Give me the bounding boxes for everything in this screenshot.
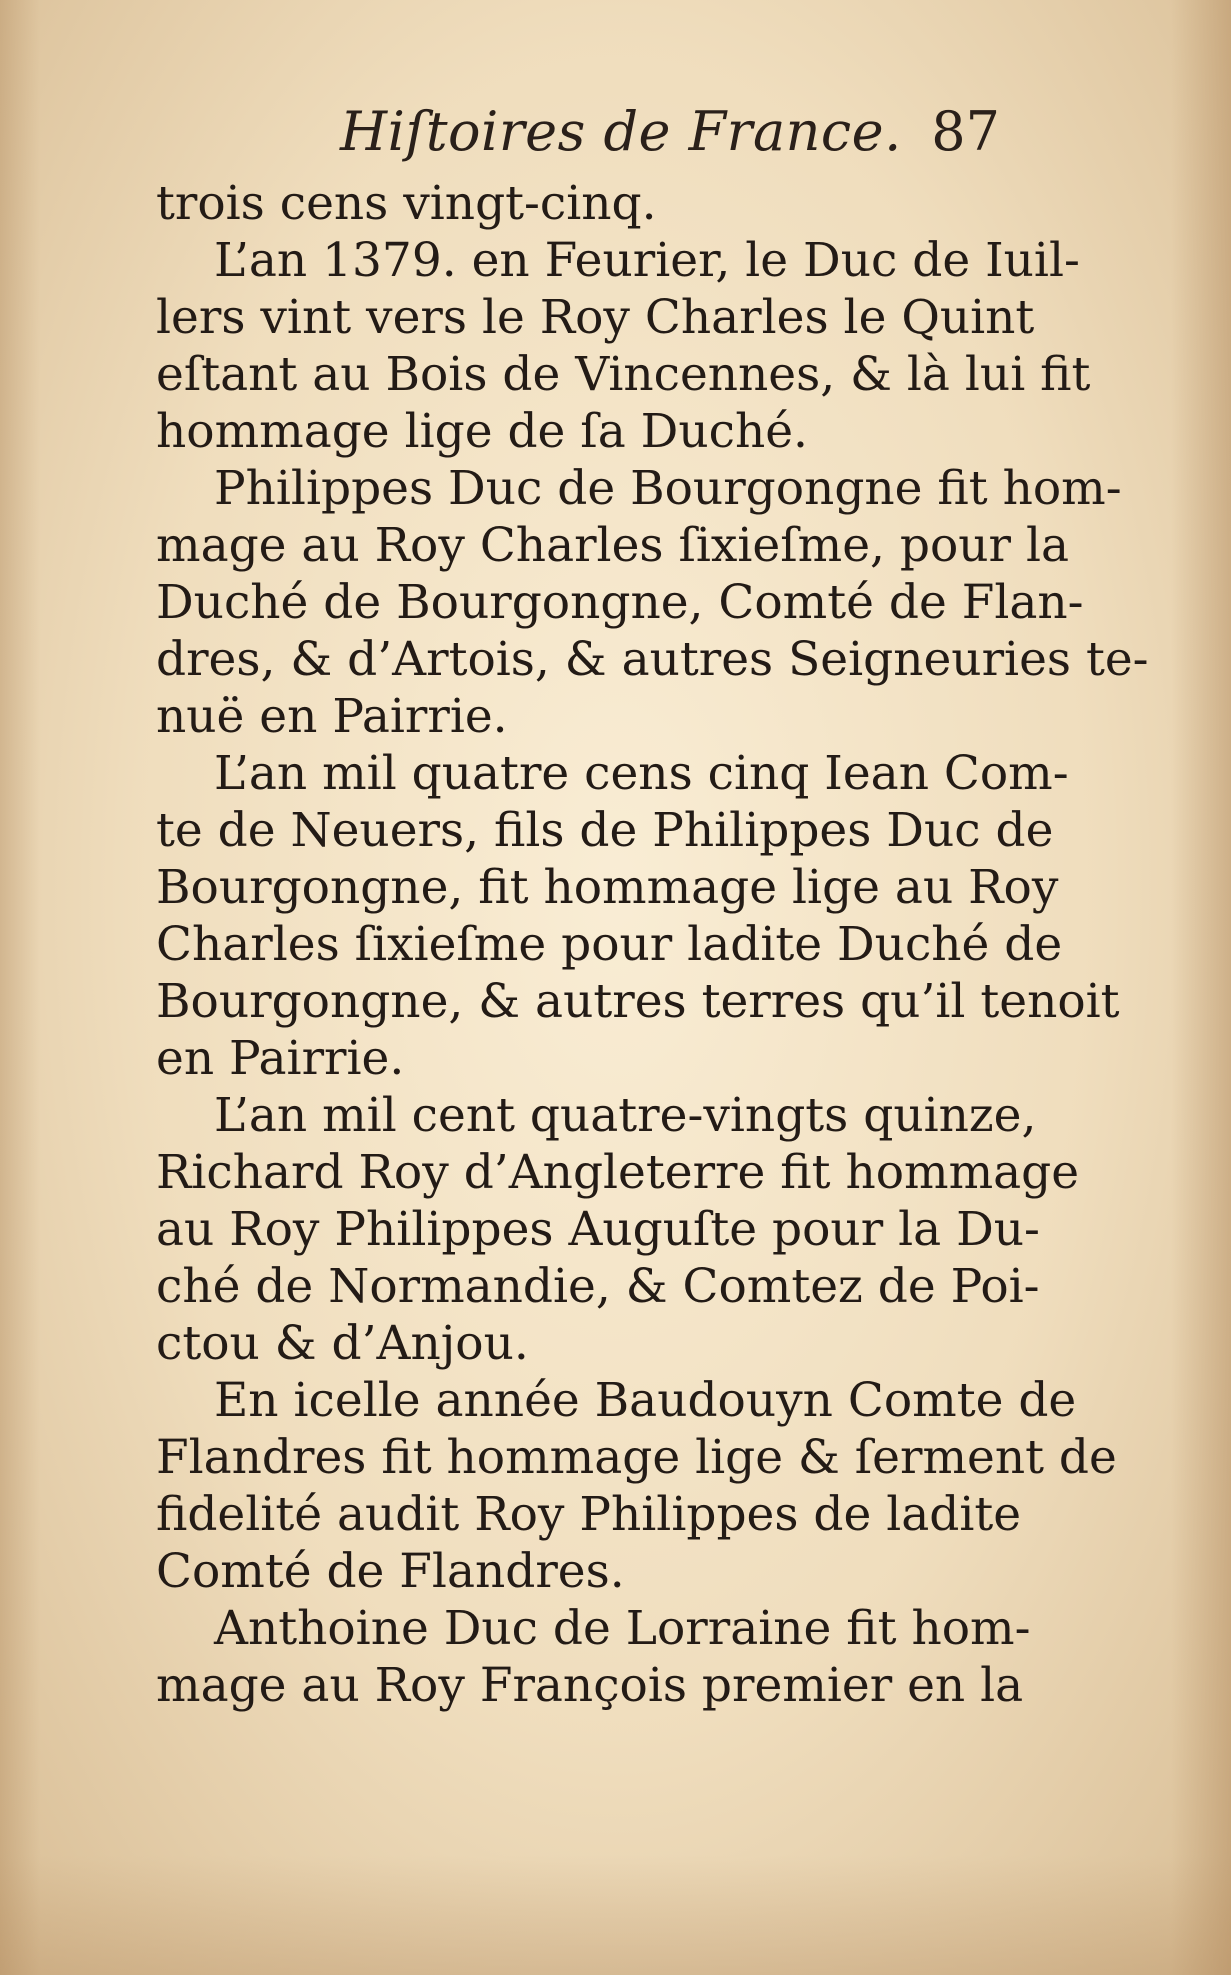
text-line: Charles ſixieſme pour ladite Duché de: [156, 917, 1063, 972]
page-edge-shadow-left: [0, 0, 40, 1975]
page-number: 87: [931, 100, 1000, 163]
text-line: lers vint vers le Roy Charles le Quint: [156, 290, 1035, 345]
text-line: Comté de Flandres.: [156, 1544, 625, 1599]
running-head: [160, 100, 1000, 170]
text-line: Flandres fit hommage lige & ſerment de: [156, 1430, 1117, 1485]
text-line: Richard Roy d’Angleterre fit hommage: [156, 1145, 1080, 1200]
text-line: Anthoine Duc de Lorraine fit hom-: [214, 1601, 1031, 1656]
text-line: nuë en Pairrie.: [156, 689, 508, 744]
page-edge-shadow-right: [1171, 0, 1231, 1975]
text-line: dres, & d’Artois, & autres Seigneuries te-: [156, 632, 1149, 687]
text-line: L’an 1379. en Feurier, le Duc de Iuil-: [214, 233, 1080, 288]
text-line: fidelité audit Roy Philippes de ladite: [156, 1487, 1022, 1542]
text-line: En icelle année Baudouyn Comte de: [214, 1373, 1077, 1428]
text-line: en Pairrie.: [156, 1031, 405, 1086]
text-line: mage au Roy Charles ſixieſme, pour la: [156, 518, 1070, 573]
running-head-title: Hiſtoires de France.: [340, 100, 902, 163]
text-line: trois cens vingt-cinq.: [156, 176, 657, 231]
text-line: Duché de Bourgongne, Comté de Flan-: [156, 575, 1084, 630]
text-line: L’an mil cent quatre-vingts quinze,: [214, 1088, 1037, 1143]
text-line: Bourgongne, fit hommage lige au Roy: [156, 860, 1059, 915]
text-line: Bourgongne, & autres terres qu’il tenoit: [156, 974, 1120, 1029]
text-line: hommage lige de ſa Duché.: [156, 404, 808, 459]
text-line: te de Neuers, fils de Philippes Duc de: [156, 803, 1054, 858]
text-line: au Roy Philippes Auguſte pour la Du-: [156, 1202, 1040, 1257]
text-line: Philippes Duc de Bourgongne fit hom-: [214, 461, 1122, 516]
text-body: [156, 175, 1149, 1714]
text-line: eſtant au Bois de Vincennes, & là lui fit: [156, 347, 1091, 402]
text-line: mage au Roy François premier en la: [156, 1658, 1024, 1713]
text-line: ctou & d’Anjou.: [156, 1316, 529, 1371]
page-edge-shadow-bottom: [0, 1855, 1231, 1975]
text-line: ché de Normandie, & Comtez de Poi-: [156, 1259, 1040, 1314]
text-line: L’an mil quatre cens cinq Iean Com-: [214, 746, 1069, 801]
